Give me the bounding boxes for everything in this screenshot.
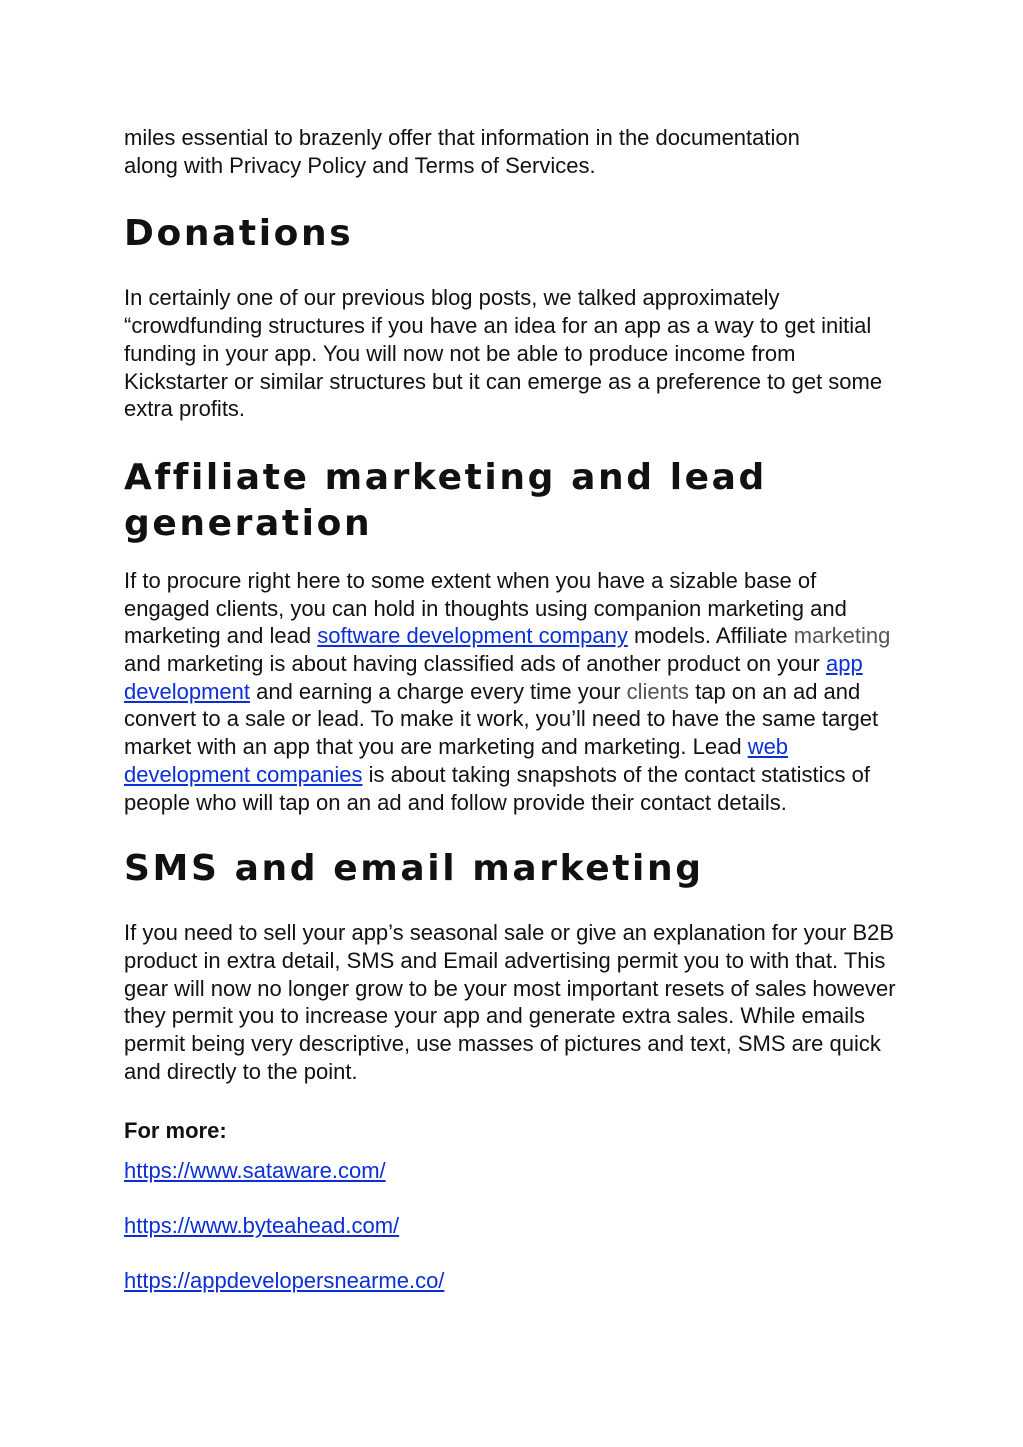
sataware-link[interactable]: https://www.sataware.com/: [124, 1158, 386, 1184]
byteahead-link[interactable]: https://www.byteahead.com/: [124, 1212, 400, 1238]
clients-term: clients: [626, 678, 689, 704]
intro-line-1: miles essential to brazenly offer that information in the documentation: [124, 125, 800, 150]
affiliate-text-5: tap on an ad and convert to a sale or lead. To make it work, you’ll need to have the same target market with an app that you are marketing and marketing. Lead: [124, 678, 879, 760]
affiliate-text-1: If to procure right here to some extent when you have a sizable base of engaged clients, you can hold in thoughts using companion marketing and marketing and lead: [124, 567, 847, 649]
intro-line-2: along with Privacy Policy and Terms of Services.: [124, 152, 596, 178]
sms-heading: SMS and email marketing: [124, 848, 704, 890]
affiliate-text-2: models. Affiliate: [627, 623, 794, 649]
software-development-company-link[interactable]: software development company: [317, 623, 628, 649]
donations-heading: Donations: [124, 213, 354, 255]
affiliate-heading-line-1: Affiliate marketing and lead: [124, 456, 767, 498]
intro-paragraph: [124, 124, 899, 179]
web-development-companies-link[interactable]: web development companies: [124, 734, 789, 787]
affiliate-text-6: is about taking snapshots of the contact statistics of people who will tap on an ad and follow provide their contact details.: [124, 761, 870, 815]
donations-paragraph: In certainly one of our previous blog posts, we talked approximately “crowdfunding structures if you have an idea for an app as a way to get initial funding in your app. You will now not be able to produce income from Kickstarter or similar structures but it can emerge as a preference to get some extra profits.: [124, 285, 883, 422]
affiliate-heading: [124, 455, 899, 547]
marketing-term: marketing: [793, 623, 891, 649]
appdevelopersnearme-link[interactable]: https://appdevelopersnearme.co/: [124, 1267, 445, 1293]
affiliate-heading-line-2: generation: [124, 502, 373, 544]
document-page: [124, 124, 899, 1321]
affiliate-text-4: and earning a charge every time your: [249, 678, 627, 704]
affiliate-paragraph: [124, 567, 899, 816]
sms-paragraph: If you need to sell your app’s seasonal sale or give an explanation for your B2B product in extra detail, SMS and Email advertising permit you to with that. This gear will now no longer grow to be your most important resets of sales however they permit you to increase your app and generate extra sales. While emails permit being very descriptive, use masses of pictures and text, SMS are quick and directly to the point.: [124, 920, 896, 1084]
for-more-label: For more:: [124, 1118, 227, 1144]
app-development-link[interactable]: app development: [124, 651, 863, 704]
affiliate-text-3: and marketing is about having classified ads of another product on your: [124, 651, 826, 677]
